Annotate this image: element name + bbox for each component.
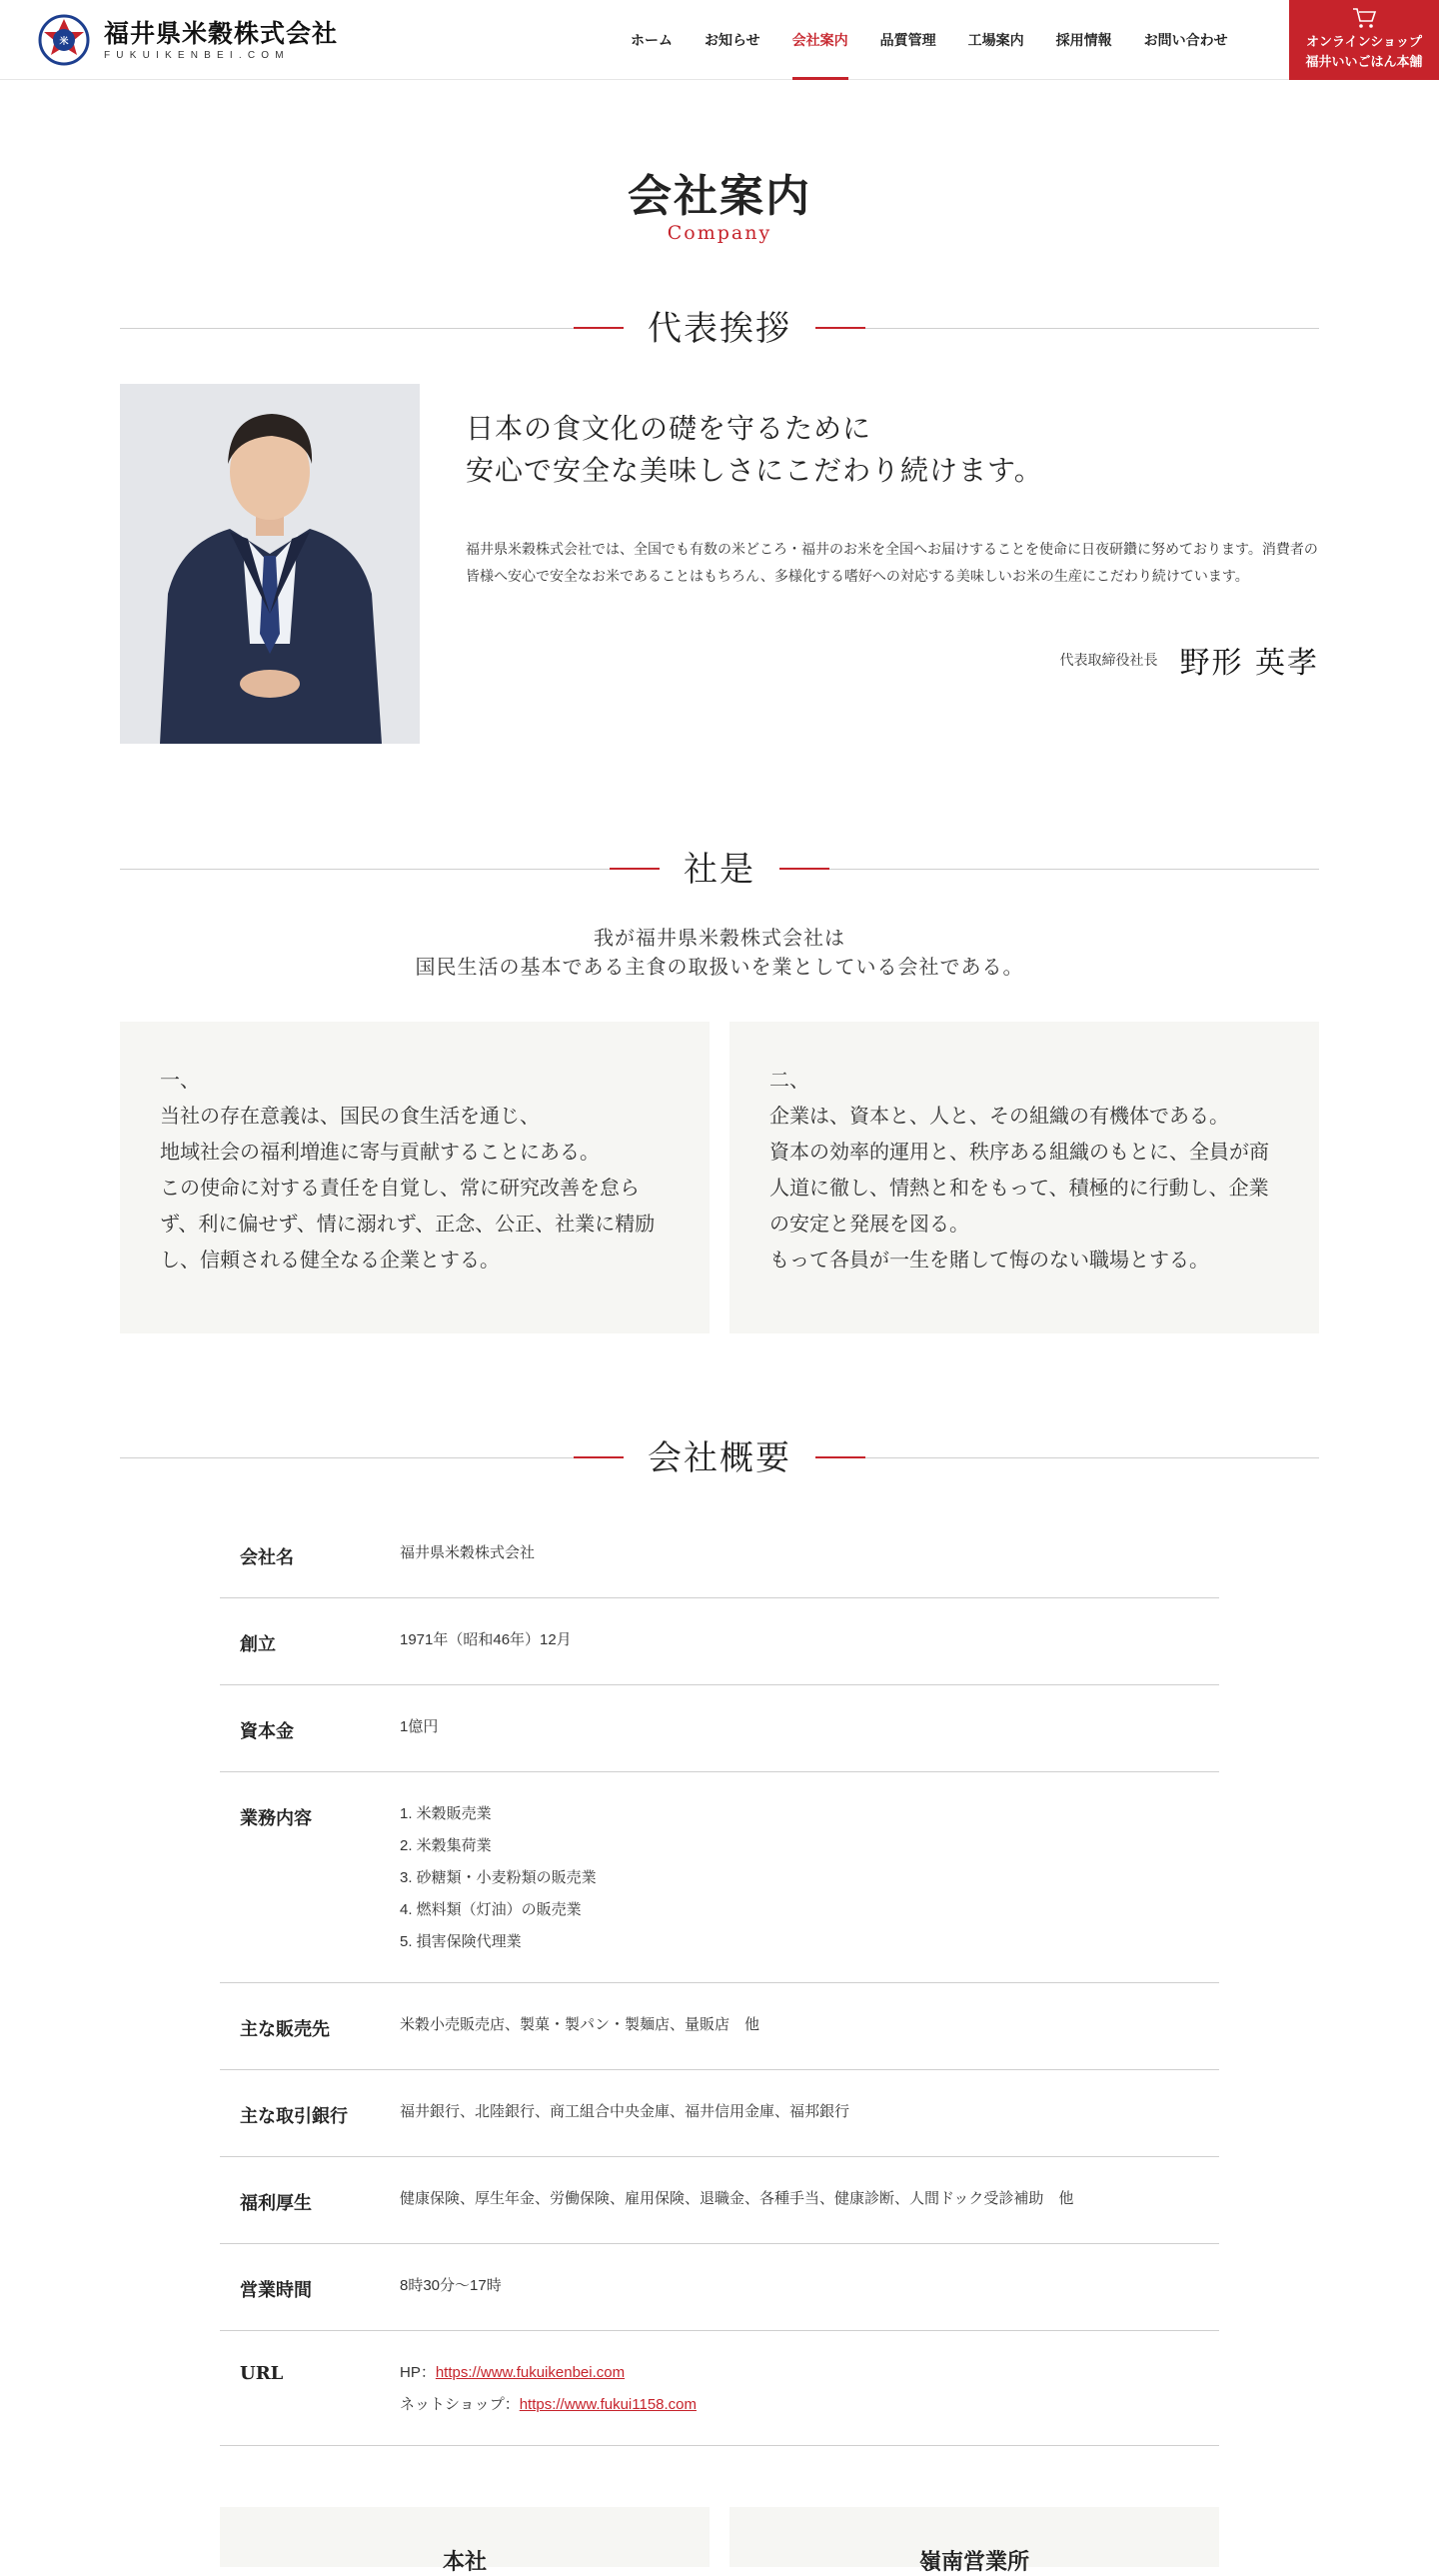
row-value: 1971年（昭和46年）12月 [400, 1631, 572, 1648]
nav-item-news[interactable]: お知らせ [705, 32, 760, 48]
list-item: 2. 米穀集荷業 [400, 1837, 492, 1854]
logo-name: 福井県米穀株式会社 [104, 19, 339, 48]
motto-intro-line1: 我が福井県米穀株式会社は [594, 926, 845, 950]
row-value: 1億円 [400, 1718, 439, 1735]
net-shop-link[interactable]: https://www.fukui1158.com [519, 2396, 698, 2413]
motto-line: 人道に徹し、情熱と和をもって、積極的に行動し、企業 [769, 1176, 1269, 1200]
president-photo [120, 384, 420, 744]
row-label: 会社名 [240, 1547, 294, 1568]
row-value: 福井銀行、北陸銀行、商工組合中央金庫、福井信用金庫、福邦銀行 [400, 2103, 850, 2120]
company-overview-table [220, 1523, 1219, 2446]
list-item: 4. 燃料類（灯油）の販売業 [400, 1901, 582, 1918]
president-role: 代表取締役社長 [1059, 652, 1158, 668]
url-hp [400, 2357, 1219, 2389]
site-logo[interactable] [38, 12, 338, 68]
row-value: 米穀小売販売店、製菓・製パン・製麺店、量販店 他 [400, 2016, 760, 2033]
nav-item-contact[interactable]: お問い合わせ [1143, 32, 1228, 48]
motto-card [729, 1022, 1319, 1333]
greeting-headline [466, 408, 1043, 492]
office-card-reinan: 嶺南営業所 [729, 2507, 1219, 2567]
business-list [400, 1772, 1219, 1982]
nav-item-quality[interactable]: 品質管理 [879, 32, 936, 48]
motto-line: し、信頼される健全なる企業とする。 [160, 1248, 500, 1272]
row-label: 営業時間 [240, 2280, 312, 2301]
cart-icon [1351, 6, 1377, 30]
svg-text:米: 米 [59, 37, 69, 47]
shop-button-line1: オンラインショップ [1305, 34, 1423, 49]
online-shop-button[interactable] [1289, 0, 1439, 80]
president-signature [1059, 638, 1319, 682]
motto-line: ず、利に偏せず、情に溺れず、正念、公正、社業に精励 [160, 1212, 656, 1236]
row-value: 8時30分～17時 [400, 2277, 502, 2294]
table-row [220, 1983, 1219, 2070]
row-label: 主な販売先 [240, 2019, 330, 2040]
row-label: 資本金 [240, 1721, 294, 1742]
table-row [220, 1523, 1219, 1598]
table-row [220, 1685, 1219, 1772]
row-value: 福井県米穀株式会社 [400, 1544, 536, 1561]
list-item: 3. 砂糖類・小麦粉類の販売業 [400, 1869, 597, 1886]
url-list [400, 2331, 1219, 2445]
section-heading-motto [120, 845, 1319, 895]
table-row [220, 2244, 1219, 2331]
president-portrait-image [120, 384, 420, 744]
section-title: 会社概要 [648, 1438, 791, 1478]
section-heading-greeting [120, 304, 1319, 354]
list-item: 1. 米穀販売業 [400, 1805, 492, 1822]
section-title: 社是 [684, 850, 755, 890]
site-header [0, 0, 1439, 80]
page-title: 会社案内 [628, 171, 811, 222]
row-label: URL [240, 2363, 284, 2384]
row-label: 主な取引銀行 [240, 2106, 348, 2127]
nav-item-company[interactable]: 会社案内 [776, 0, 864, 80]
motto-line: の安定と発展を図る。 [769, 1212, 969, 1236]
nav-item-home[interactable]: ホーム [631, 32, 673, 48]
main-nav [615, 0, 1244, 80]
section-heading-overview [120, 1433, 1319, 1483]
motto-number: 二、 [769, 1068, 809, 1092]
nav-item-recruit[interactable]: 採用情報 [1055, 32, 1112, 48]
url-hp-label: HP： [400, 2364, 436, 2381]
nav-item-factory[interactable]: 工場案内 [967, 32, 1024, 48]
row-value: 健康保険、厚生年金、労働保険、雇用保険、退職金、各種手当、健康診断、人間ドック受診補助 他 [400, 2190, 1074, 2207]
logo-domain: FUKUIKENBEI.COM [104, 49, 290, 61]
motto-intro [0, 924, 1439, 982]
table-row [220, 2157, 1219, 2244]
url-shop [400, 2389, 1219, 2421]
url-shop-label: ネットショップ： [400, 2396, 520, 2413]
row-label: 創立 [240, 1634, 276, 1655]
motto-line: 地域社会の福利増進に寄与貢献することにある。 [160, 1140, 600, 1164]
table-row [220, 1772, 1219, 1983]
row-label: 業務内容 [240, 1808, 312, 1829]
greeting-body: 福井県米穀株式会社では、全国でも有数の米どころ・福井のお米を全国へお届けすることを使命に日夜研鑽に努めております。消費者の皆様へ安心で安全なお米であることはもちろん、多様化する嗜好への対応する美味しいお米の生産にこだわり続けています。 [466, 541, 1318, 584]
motto-line: 資本の効率的運用と、秩序ある組織のもとに、全員が商 [769, 1140, 1269, 1164]
table-row [220, 2070, 1219, 2157]
president-name: 野形 英孝 [1179, 646, 1319, 681]
motto-line: もって各員が一生を賭して悔のない職場とする。 [769, 1248, 1209, 1272]
table-row [220, 2331, 1219, 2446]
page-subtitle: Company [667, 222, 772, 244]
shop-button-line2: 福井いいごはん本舗 [1305, 54, 1423, 69]
motto-card [120, 1022, 710, 1333]
row-label: 福利厚生 [240, 2193, 312, 2214]
greeting-headline-line2: 安心で安全な美味しさにこだわり続けます。 [466, 454, 1043, 487]
logo-emblem-icon [38, 14, 90, 66]
office-card-head-office: 本社 [220, 2507, 710, 2567]
section-title: 代表挨拶 [648, 309, 791, 349]
motto-intro-line2: 国民生活の基本である主食の取扱いを業としている会社である。 [415, 955, 1024, 979]
table-row [220, 1598, 1219, 1685]
homepage-link[interactable]: https://www.fukuikenbei.com [435, 2364, 626, 2381]
motto-number: 一、 [160, 1068, 200, 1092]
motto-line: 企業は、資本と、人と、その組織の有機体である。 [769, 1104, 1229, 1128]
list-item: 5. 損害保険代理業 [400, 1933, 522, 1950]
motto-line: 当社の存在意義は、国民の食生活を通じ、 [160, 1104, 540, 1128]
greeting-headline-line1: 日本の食文化の礎を守るために [466, 412, 872, 445]
motto-line: この使命に対する責任を自覚し、常に研究改善を怠ら [160, 1176, 640, 1200]
